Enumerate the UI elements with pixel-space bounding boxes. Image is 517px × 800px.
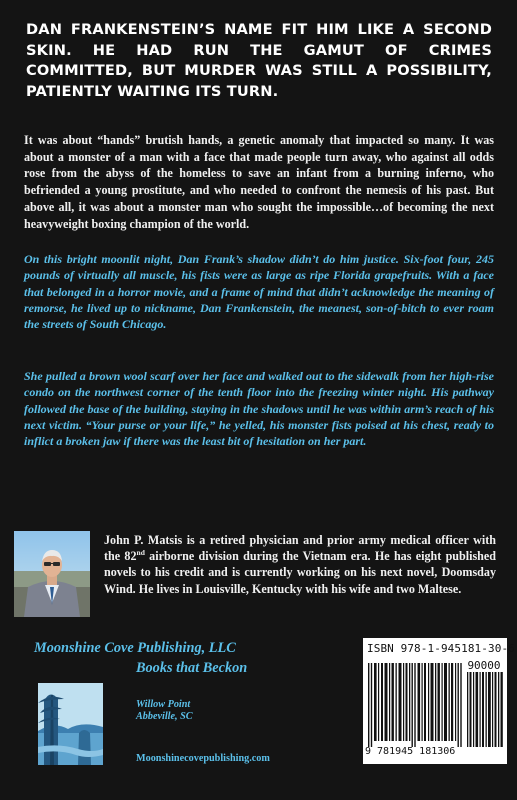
author-bio-text-2: airborne division during the Vietnam era. He has eight published novels to his credit and is currently working on his next novel, Doomsday Wind. He lives in Louisville, Kentucky with his wife and two Maltese. — [104, 549, 496, 596]
author-photo — [14, 531, 90, 617]
cove-logo-image — [38, 683, 103, 765]
author-bio-ordinal: nd — [136, 548, 145, 558]
publisher-website[interactable]: Moonshinecovepublishing.com — [136, 753, 270, 764]
excerpt-paragraph-2: She pulled a brown wool scarf over her face and walked out to the sidewalk from her high-rise condo on the northwest corner of the tenth floor into the freezing winter night. His pathway followed the base of the building, staying in the shadows until he was within arm’s reach of his next victim. “Your purse or your life,” he yelled, his monster fists poised at his chest, ready to inflict a broken jaw if there was the least bit of hesitation on her part. — [24, 369, 494, 449]
publisher-address-line-2: Abbeville, SC — [136, 711, 193, 722]
book-description: It was about “hands” brutish hands, a genetic anomaly that impacted so many. It was about a monster of a man with a face that made people turn away, who against all odds rose from the abyss of the homeless to save an infant from a burning inferno, who befriended a young prostitute, and who needed to confront the nemesis of his past. But above all, it was about a monster man who sought the impossible…of becoming the next heavyweight boxing champion of the world. — [24, 133, 494, 231]
publisher-name: Moonshine Cove Publishing, LLC — [34, 640, 236, 656]
author-bio-text-1: John P. Matsis is a retired physician and prior army medical officer with the 82 — [104, 533, 496, 564]
excerpt-paragraph-1: On this bright moonlit night, Dan Frank’s shadow didn’t do him justice. Six-foot four, 245 pounds of virtually all muscle, his fists were as large as ripe Florida grapefruits. With a face that belonged in a horror movie, and a frame of mind that didn’t acknowledge the meaning of remorse, he lived up to nickname, Dan Frankenstein, the meanest, son-of-bitch to ever roam the streets of South Chicago. — [24, 252, 494, 332]
ean-number: 9 781945 181306 — [365, 746, 456, 757]
author-portrait-image — [14, 531, 90, 617]
cover-headline: DAN FRANKENSTEIN’S NAME FIT HIM LIKE A SECOND SKIN. HE HAD RUN THE GAMUT OF CRIMES COMMITTED, BUT MURDER WAS STILL A POSSIBILITY, PATIENTLY WAITING ITS TURN. — [26, 21, 492, 100]
publisher-address-line-1: Willow Point — [136, 699, 191, 710]
addon-barcode-bars — [467, 672, 503, 747]
isbn-barcode — [363, 638, 515, 764]
author-bio — [104, 532, 496, 597]
isbn-number: ISBN 978-1-945181-30-6 — [367, 642, 515, 655]
publisher-tagline: Books that Beckon — [136, 660, 248, 676]
price-addon-code: 90000 — [467, 659, 501, 672]
publisher-logo — [38, 683, 103, 765]
ean-barcode-bars — [368, 663, 464, 747]
